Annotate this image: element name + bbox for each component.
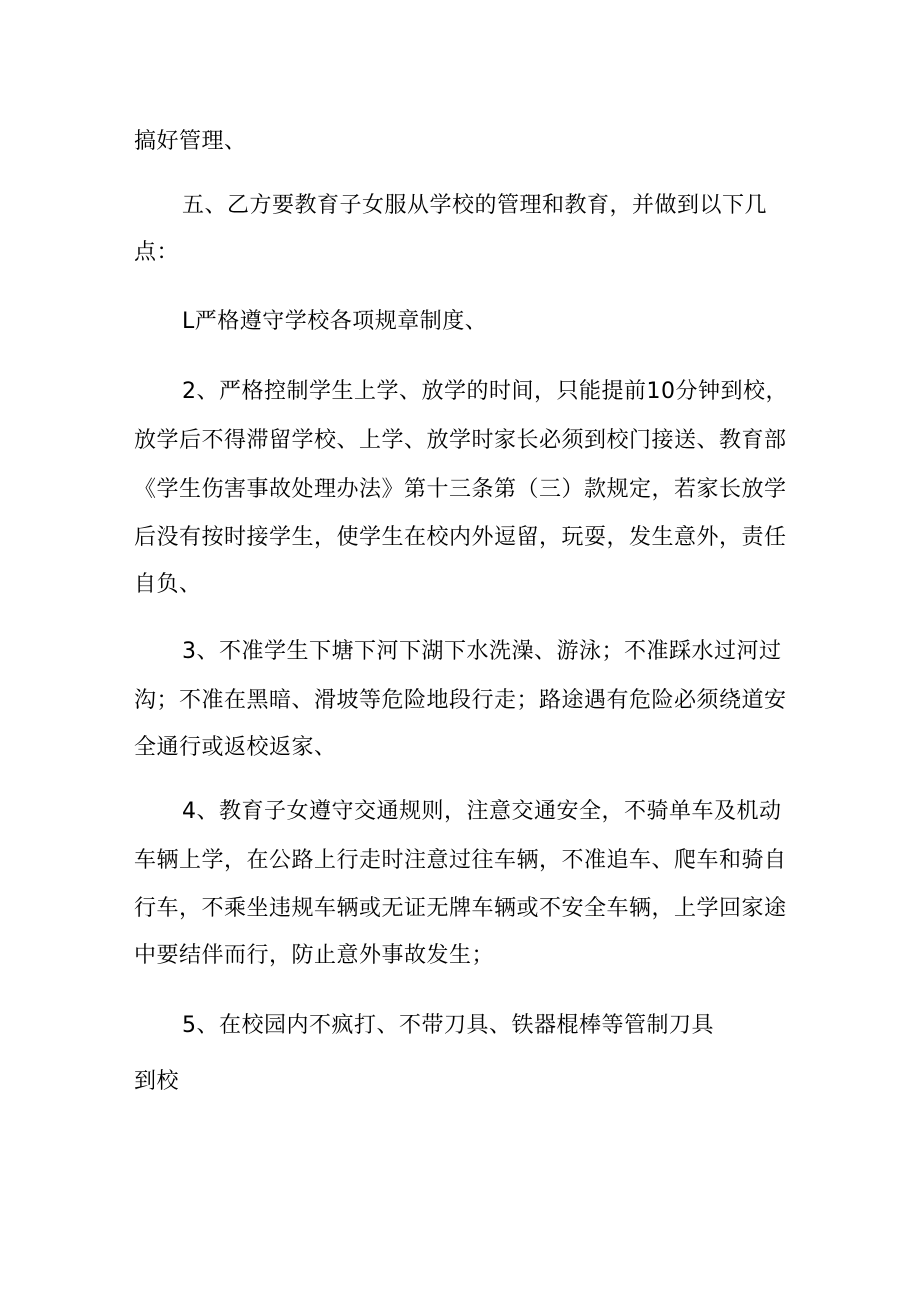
text-line: 放学后不得滞留学校、上学、放学时家长必须到校门接送、教育部 bbox=[134, 428, 787, 453]
text-line: 到校 bbox=[134, 1069, 180, 1094]
text-line: 《学生伤害事故处理办法》第十三条第（三）款规定，若家长放学 bbox=[134, 477, 787, 502]
text-line: 中要结伴而行，防止意外事故发生； bbox=[134, 943, 495, 968]
text-line: 行车，不乘坐违规车辆或无证无牌车辆或不安全车辆，上学回家途 bbox=[134, 896, 787, 921]
text-line: 点： bbox=[134, 240, 180, 265]
item-5: 5、在校园内不疯打、不带刀具、铁器棍棒等管制刀具 bbox=[182, 1013, 714, 1038]
text-line: 搞好管理、 bbox=[134, 129, 247, 154]
text-line: 沟；不准在黑暗、滑坡等危险地段行走；路途遇有危险必须绕道安 bbox=[134, 688, 787, 713]
item-2: 2、严格控制学生上学、放学的时间，只能提前10分钟到校， bbox=[182, 379, 788, 404]
text-line: 后没有按时接学生，使学生在校内外逗留，玩耍，发生意外，责任 bbox=[134, 525, 787, 550]
section-five-heading: 五、乙方要教育子女服从学校的管理和教育，并做到以下几 bbox=[182, 193, 768, 218]
item-4: 4、教育子女遵守交通规则，注意交通安全，不骑单车及机动 bbox=[182, 799, 782, 824]
item-3: 3、不准学生下塘下河下湖下水洗澡、游泳；不准踩水过河过 bbox=[182, 639, 782, 664]
text-line: 全通行或返校返家、 bbox=[134, 735, 337, 760]
item-1: L严格遵守学校各项规章制度、 bbox=[182, 309, 488, 334]
text-line: 自负、 bbox=[134, 572, 202, 597]
text-line: 车辆上学，在公路上行走时注意过往车辆，不准追车、爬车和骑自 bbox=[134, 848, 787, 873]
